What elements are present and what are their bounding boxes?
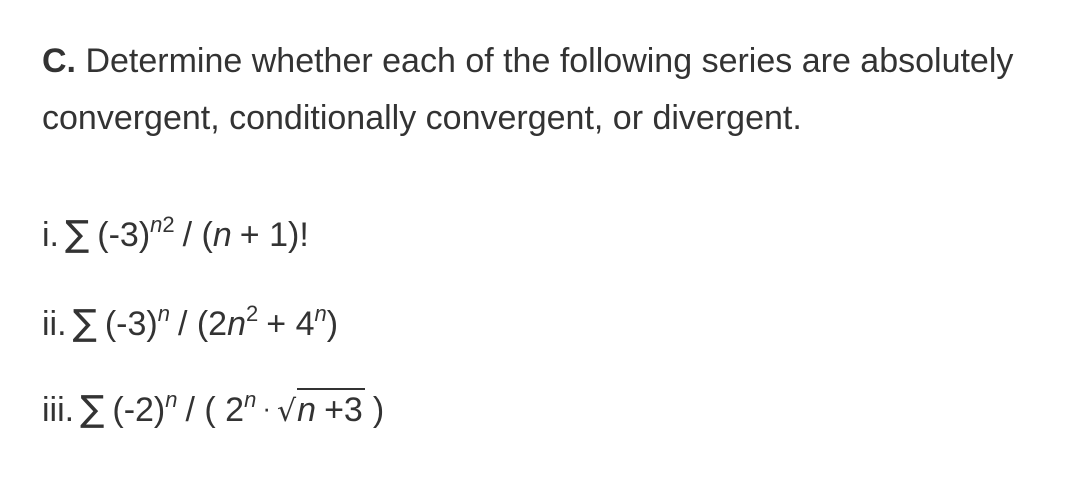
exponent-power: 2 [162, 212, 175, 237]
problem-c [42, 33, 1042, 430]
series-denominator-open: / ( [182, 216, 213, 254]
problem-intro [42, 33, 1042, 147]
series-denominator-open: / (2 [177, 305, 228, 343]
series-base: (-3) [97, 216, 151, 254]
radicand [297, 388, 365, 430]
multiplication-dot: · [262, 393, 272, 423]
series-item-ii: ii. ∑ (-3) n / (2 n 2 + 4 n ) [42, 301, 339, 344]
summation-symbol: ∑ [65, 214, 90, 255]
radicand-rest: +3 [324, 391, 363, 429]
problem-label: C. [42, 42, 76, 80]
series-denominator-open: / ( 2 [185, 391, 245, 429]
series-denominator-close: ) [326, 305, 339, 343]
series-number: iii. [42, 391, 75, 429]
square-root-icon: √ [277, 394, 297, 429]
series-denominator-close: + 1)! [239, 216, 309, 254]
denominator-variable: n [227, 305, 247, 343]
denominator-plus-term: + 4 [266, 305, 315, 343]
series-base: (-2) [112, 391, 166, 429]
series-denominator-close: ) [372, 391, 385, 429]
series-number: ii. [42, 305, 67, 343]
series-item-i [42, 214, 309, 255]
denominator-variable: n [212, 216, 232, 254]
radicand-variable: n [297, 391, 317, 429]
exponent-variable: n [150, 212, 163, 237]
problem-text: Determine whether each of the following series are absolutely convergent, conditionally convergent, or divergent. [42, 42, 1014, 137]
series-item-iii: iii. ∑ (-2) n / ( 2 n · √ n +3 ) [42, 387, 385, 430]
series-base: (-3) [104, 305, 158, 343]
summation-symbol: ∑ [80, 389, 105, 430]
series-number: i. [42, 216, 59, 254]
summation-symbol: ∑ [72, 303, 97, 344]
